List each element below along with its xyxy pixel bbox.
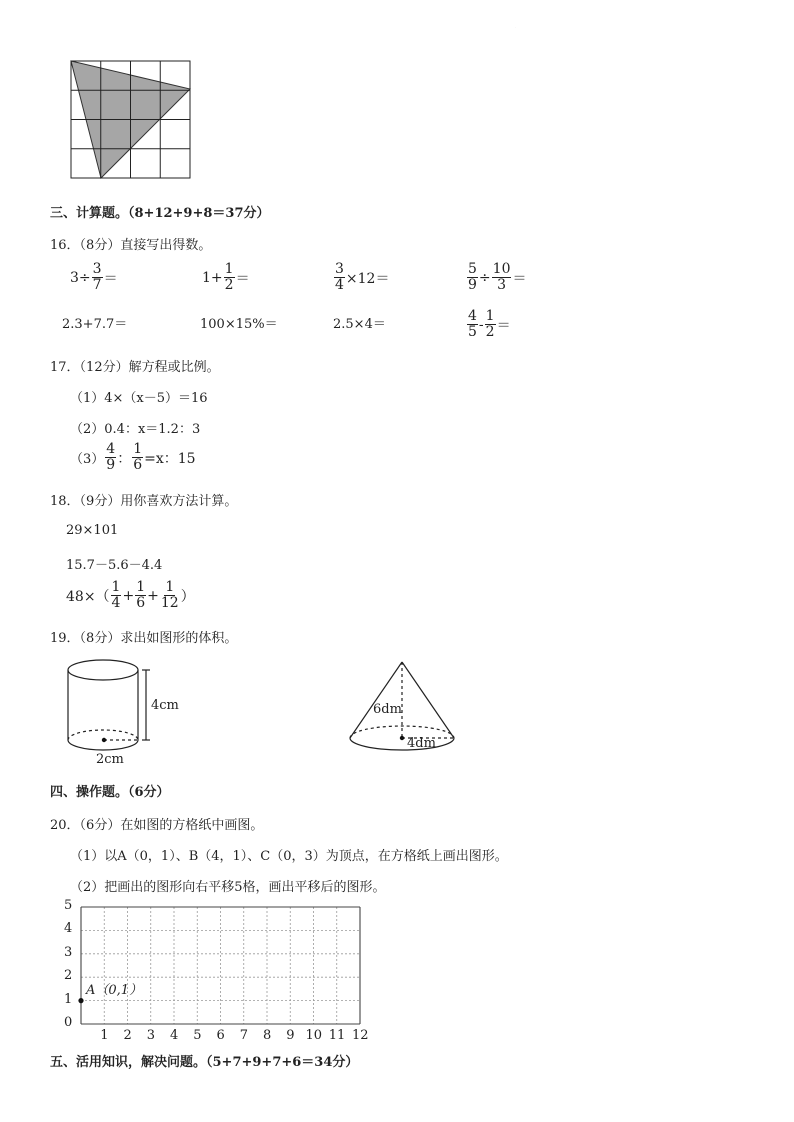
section4-heading: 四、操作题。（6分）	[50, 785, 170, 800]
cylinder-radius-label: 2cm	[96, 752, 124, 767]
q16-stem: 16．（8分）直接写出得数。	[50, 238, 212, 253]
q18-line3: 48×（ $\frac{1}{4}$ + $\frac{1}{6}$ + $\frac{1}{12}$ ）	[66, 579, 195, 611]
q20-stem: 20．（6分）在如图的方格纸中画图。	[50, 818, 264, 833]
q20-part1: （1）以A（0，1）、B（4，1）、C（0，3）为顶点，在方格纸上画出图形。	[70, 849, 508, 864]
grid-x-label: 3	[146, 1028, 156, 1043]
grid-y-label: 0	[64, 1015, 73, 1030]
cone-height-label: 6dm	[373, 702, 402, 717]
cylinder-figure	[66, 656, 156, 752]
q16-item-8: $\frac{4}{5}$ - $\frac{1}{2}$ ＝	[468, 308, 511, 340]
q17-part1: （1）4×（x－5）＝16	[70, 391, 208, 406]
coordinate-grid	[80, 906, 362, 1028]
q16-item-5: 2.3+7.7＝	[62, 317, 128, 332]
triangle-grid-figure	[70, 60, 192, 180]
q20-part2: （2）把画出的图形向右平移5格，画出平移后的图形。	[70, 880, 386, 895]
grid-y-label: 4	[64, 921, 73, 937]
cylinder-height-label: 4cm	[151, 698, 179, 713]
grid-y-label: 1	[64, 991, 73, 1007]
q16-item-4: $\frac{5}{9}$ ÷ $\frac{10}{3}$ ＝	[468, 261, 527, 293]
q17-part3: （3） $\frac{4}{9}$ ： $\frac{1}{6}$ =x：15	[70, 441, 196, 473]
q16-item-6: 100×15%＝	[200, 317, 278, 332]
page-mark: '	[515, 28, 516, 30]
point-a	[78, 998, 83, 1003]
grid-x-label: 2	[123, 1028, 132, 1043]
q18-line2: 15.7－5.6－4.4	[66, 558, 163, 573]
q18-line1: 29×101	[66, 523, 119, 538]
cone-radius-label: 4dm	[407, 736, 436, 751]
grid-y-label: 5	[64, 898, 73, 913]
grid-x-label: 10	[305, 1028, 323, 1043]
point-a-label: A（0,1）	[86, 983, 143, 998]
grid-x-label: 11	[328, 1028, 346, 1043]
q16-item-2: 1+ $\frac{1}{2}$ ＝	[202, 261, 250, 293]
grid-x-label: 6	[216, 1028, 225, 1043]
section5-heading: 五、活用知识，解决问题。（5+7+9+7+6＝34分）	[50, 1055, 359, 1070]
cone-figure	[348, 660, 458, 752]
grid-x-label: 9	[286, 1028, 295, 1043]
grid-x-label: 8	[263, 1028, 272, 1043]
grid-y-label: 3	[64, 944, 73, 960]
section3-heading: 三、计算题。（8+12+9+8＝37分）	[50, 206, 270, 221]
q17-stem: 17．（12分）解方程或比例。	[50, 360, 220, 375]
q17-part2: （2）0.4：x＝1.2：3	[70, 422, 201, 437]
grid-x-label: 4	[170, 1028, 179, 1043]
grid-x-label: 7	[239, 1028, 249, 1043]
grid-x-label: 12	[352, 1028, 369, 1043]
q16-item-1: 3÷ $\frac{3}{7}$ ＝	[70, 261, 118, 293]
q16-item-3: $\frac{3}{4}$ ×12＝	[335, 261, 390, 293]
q18-stem: 18．（9分）用你喜欢方法计算。	[50, 494, 238, 509]
q16-item-7: 2.5×4＝	[333, 317, 386, 332]
grid-x-label: 5	[193, 1028, 202, 1043]
grid-x-label: 1	[100, 1028, 109, 1043]
q19-stem: 19．（8分）求出如图形的体积。	[50, 631, 238, 646]
grid-y-label: 2	[64, 968, 73, 984]
